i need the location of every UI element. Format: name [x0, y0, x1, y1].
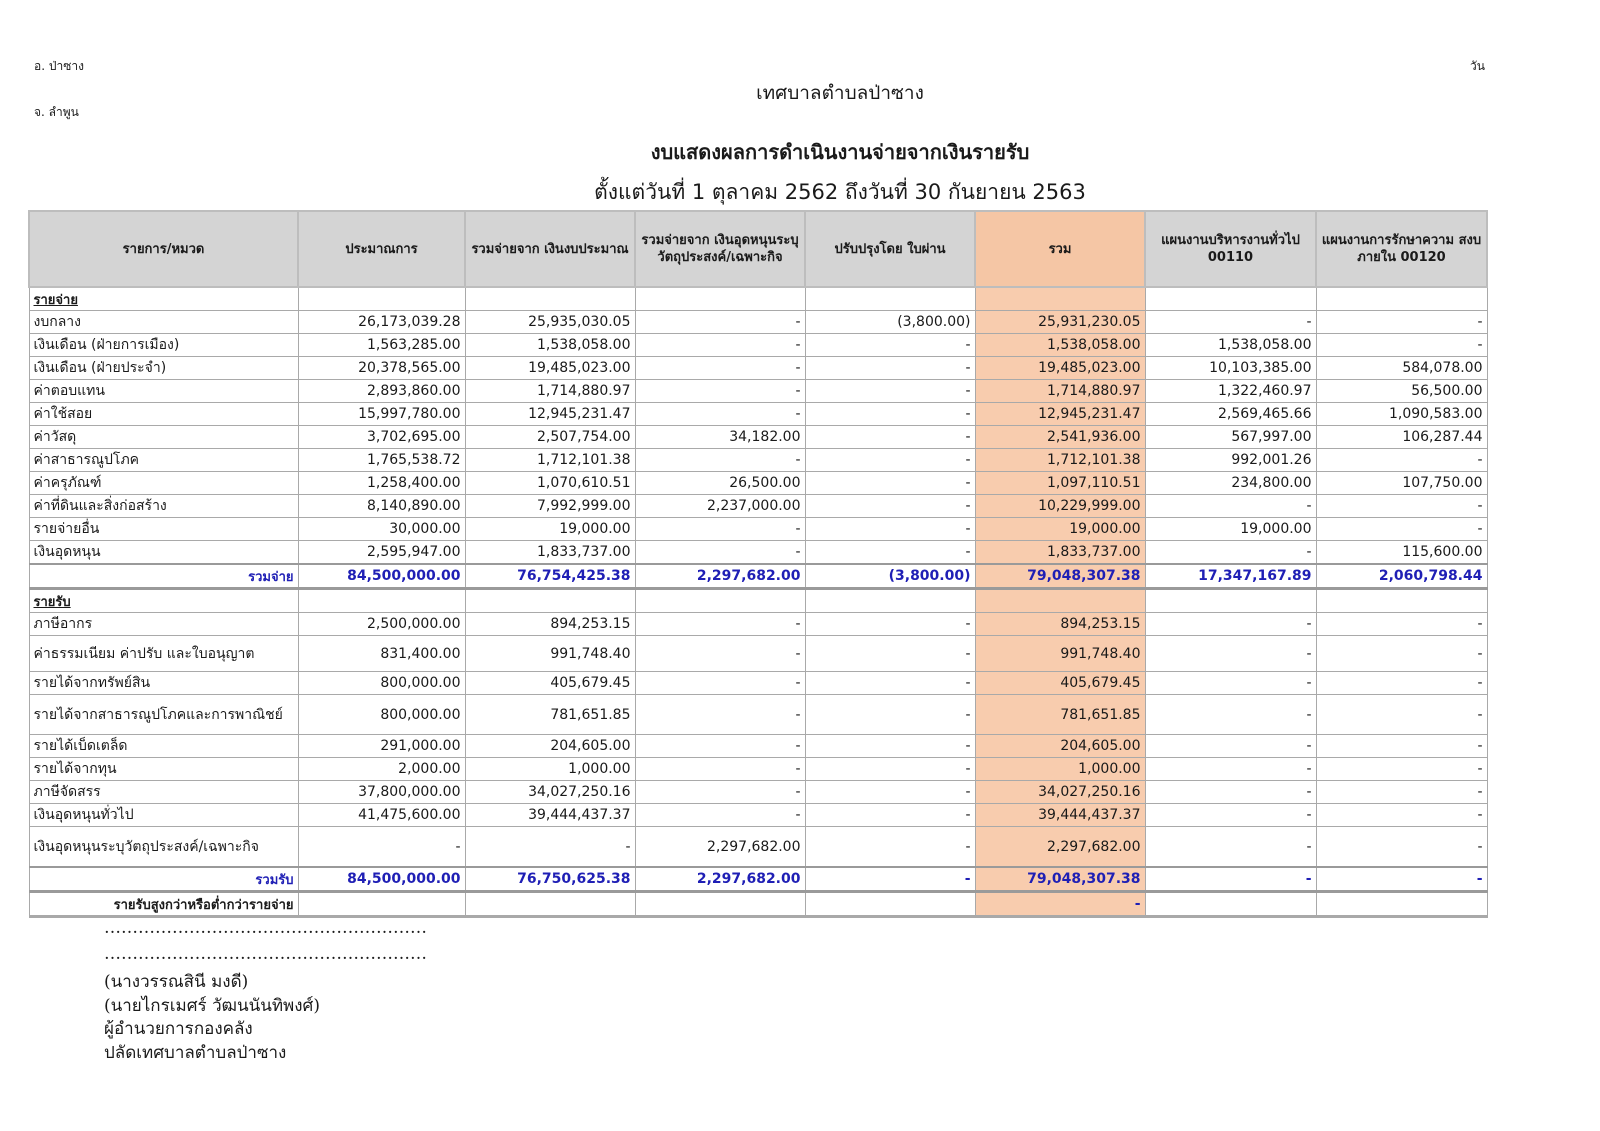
signature-line-1: …………………………………………………: [104, 918, 427, 938]
col-header-adjustment: ปรับปรุงโดย ใบผ่าน: [805, 211, 975, 287]
cell-c4: -: [805, 781, 975, 804]
cell-c3: 26,500.00: [635, 472, 805, 495]
row-label: ภาษีอากร: [29, 613, 298, 636]
cell-c6: -: [1145, 827, 1316, 868]
cell-c1: 291,000.00: [298, 735, 465, 758]
table-row: [29, 541, 1487, 565]
cell-c6: 992,001.26: [1145, 449, 1316, 472]
table-row: [29, 311, 1487, 334]
cell-c7: -: [1316, 613, 1487, 636]
cell-c6: 1,538,058.00: [1145, 334, 1316, 357]
cell-c7: -: [1316, 735, 1487, 758]
cell-c5: 12,945,231.47: [975, 403, 1145, 426]
section-row-expense: [29, 287, 1487, 311]
cell-c5: 405,679.45: [975, 672, 1145, 695]
total-row: [29, 564, 1487, 589]
cell-c2: 76,754,425.38: [465, 564, 635, 589]
cell-c7: -: [1316, 311, 1487, 334]
cell-c2: 25,935,030.05: [465, 311, 635, 334]
cell-c2: 1,538,058.00: [465, 334, 635, 357]
cell-c7: -: [1316, 518, 1487, 541]
col-header-internal-security: แผนงานการรักษาความ สงบภายใน 00120: [1316, 211, 1487, 287]
cell-c2: 7,992,999.00: [465, 495, 635, 518]
cell-c2: 991,748.40: [465, 636, 635, 672]
cell-c1: 1,563,285.00: [298, 334, 465, 357]
cell-c6: -: [1145, 672, 1316, 695]
cell-c2: 1,712,101.38: [465, 449, 635, 472]
cell-c7: -: [1316, 781, 1487, 804]
row-label: รายได้จากสาธารณูปโภคและการพาณิชย์: [29, 695, 298, 735]
cell-c3: -: [635, 781, 805, 804]
cell-c5: 79,048,307.38: [975, 564, 1145, 589]
cell-c5: 991,748.40: [975, 636, 1145, 672]
signer-name-1: (นางวรรณสินี มงดี): [104, 972, 249, 992]
row-label: งบกลาง: [29, 311, 298, 334]
row-label: ภาษีจัดสรร: [29, 781, 298, 804]
table-row: [29, 357, 1487, 380]
cell-c5: 2,297,682.00: [975, 827, 1145, 868]
cell-c2: 2,507,754.00: [465, 426, 635, 449]
table-row: [29, 518, 1487, 541]
cell-c5: 79,048,307.38: [975, 867, 1145, 892]
cell-c5: 25,931,230.05: [975, 311, 1145, 334]
table-row: [29, 449, 1487, 472]
cell-c3: -: [635, 735, 805, 758]
cell-c2: -: [465, 827, 635, 868]
cell-c2: 1,833,737.00: [465, 541, 635, 565]
cell-c2: 1,000.00: [465, 758, 635, 781]
cell-c3: -: [635, 695, 805, 735]
cell-c2: 19,000.00: [465, 518, 635, 541]
table-row: [29, 735, 1487, 758]
cell-c3: 2,237,000.00: [635, 495, 805, 518]
table-row: [29, 758, 1487, 781]
cell-c6: -: [1145, 495, 1316, 518]
cell-c5: 1,097,110.51: [975, 472, 1145, 495]
cell-c5: 894,253.15: [975, 613, 1145, 636]
total-label: รวมรับ: [29, 867, 298, 892]
cell-c5: 19,000.00: [975, 518, 1145, 541]
cell-c3: -: [635, 613, 805, 636]
cell-c4: -: [805, 735, 975, 758]
total-label: รวมจ่าย: [29, 564, 298, 589]
col-header-estimate: ประมาณการ: [298, 211, 465, 287]
cell-c4: -: [805, 495, 975, 518]
report-title: งบแสดงผลการดำเนินงานจ่ายจากเงินรายรับ: [650, 140, 1030, 164]
cell-c4: -: [805, 541, 975, 565]
cell-c1: 26,173,039.28: [298, 311, 465, 334]
cell-c1: 2,893,860.00: [298, 380, 465, 403]
cell-c7: -: [1316, 449, 1487, 472]
table-row: [29, 804, 1487, 827]
cell-c1: 1,765,538.72: [298, 449, 465, 472]
cell-c1: 84,500,000.00: [298, 867, 465, 892]
table-row: [29, 827, 1487, 868]
cell-c2: 34,027,250.16: [465, 781, 635, 804]
report-table: [28, 210, 1488, 918]
cell-c4: -: [805, 636, 975, 672]
province-label: จ. ลำพูน: [34, 105, 79, 119]
cell-c7: -: [1316, 758, 1487, 781]
signer-title-1: ผู้อำนวยการกองคลัง: [104, 1019, 253, 1039]
cell-c6: 2,569,465.66: [1145, 403, 1316, 426]
cell-c7: -: [1316, 334, 1487, 357]
cell-c1: 8,140,890.00: [298, 495, 465, 518]
col-header-general-admin: แผนงานบริหารงานทั่วไป 00110: [1145, 211, 1316, 287]
cell-c4: -: [805, 357, 975, 380]
row-label: รายได้เบ็ดเตล็ด: [29, 735, 298, 758]
cell-c6: -: [1145, 758, 1316, 781]
row-label: เงินเดือน (ฝ่ายประจำ): [29, 357, 298, 380]
cell-c5: 1,538,058.00: [975, 334, 1145, 357]
cell-c5: 10,229,999.00: [975, 495, 1145, 518]
cell-c2: 405,679.45: [465, 672, 635, 695]
cell-c4: -: [805, 472, 975, 495]
cell-c3: -: [635, 804, 805, 827]
col-header-item: รายการ/หมวด: [29, 211, 298, 287]
cell-c1: 1,258,400.00: [298, 472, 465, 495]
cell-c7: 107,750.00: [1316, 472, 1487, 495]
row-label: ค่าที่ดินและสิ่งก่อสร้าง: [29, 495, 298, 518]
row-label: ค่าธรรมเนียม ค่าปรับ และใบอนุญาต: [29, 636, 298, 672]
cell-c3: -: [635, 357, 805, 380]
cell-c2: 781,651.85: [465, 695, 635, 735]
cell-c1: 800,000.00: [298, 695, 465, 735]
row-label: เงินอุดหนุน: [29, 541, 298, 565]
table-header-row: [29, 211, 1487, 287]
cell-c1: 30,000.00: [298, 518, 465, 541]
cell-c7: 56,500.00: [1316, 380, 1487, 403]
cell-c6: 567,997.00: [1145, 426, 1316, 449]
cell-c6: -: [1145, 636, 1316, 672]
table-row: [29, 672, 1487, 695]
row-label: ค่าสาธารณูปโภค: [29, 449, 298, 472]
cell-c4: -: [805, 403, 975, 426]
cell-c5: 19,485,023.00: [975, 357, 1145, 380]
row-label: ค่าตอบแทน: [29, 380, 298, 403]
col-header-total: รวม: [975, 211, 1145, 287]
table-row: [29, 334, 1487, 357]
cell-c4: -: [805, 613, 975, 636]
cell-c6: -: [1145, 311, 1316, 334]
table-row: [29, 636, 1487, 672]
cell-c6: -: [1145, 541, 1316, 565]
cell-c3: -: [635, 518, 805, 541]
cell-c6: 19,000.00: [1145, 518, 1316, 541]
col-header-budget-spent: รวมจ่ายจาก เงินงบประมาณ: [465, 211, 635, 287]
row-label: รายได้จากทุน: [29, 758, 298, 781]
cell-c6: -: [1145, 695, 1316, 735]
cell-c3: 2,297,682.00: [635, 564, 805, 589]
org-name: เทศบาลตำบลป่าซาง: [756, 82, 924, 104]
cell-c4: -: [805, 334, 975, 357]
row-label: รายได้จากทรัพย์สิน: [29, 672, 298, 695]
cell-c6: -: [1145, 735, 1316, 758]
cell-c5: 781,651.85: [975, 695, 1145, 735]
cell-c7: 584,078.00: [1316, 357, 1487, 380]
cell-c1: 41,475,600.00: [298, 804, 465, 827]
cell-c7: -: [1316, 804, 1487, 827]
row-label: รายจ่ายอื่น: [29, 518, 298, 541]
cell-c4: -: [805, 827, 975, 868]
cell-c4: -: [805, 695, 975, 735]
cell-c1: 15,997,780.00: [298, 403, 465, 426]
cell-c5: 1,712,101.38: [975, 449, 1145, 472]
cell-c1: 2,000.00: [298, 758, 465, 781]
cell-c4: -: [805, 449, 975, 472]
row-label: ค่าครุภัณฑ์: [29, 472, 298, 495]
cell-c1: -: [298, 827, 465, 868]
cell-c2: 1,714,880.97: [465, 380, 635, 403]
cell-c2: 1,070,610.51: [465, 472, 635, 495]
cell-c2: 894,253.15: [465, 613, 635, 636]
table-row: [29, 380, 1487, 403]
signer-title-2: ปลัดเทศบาลตำบลป่าซาง: [104, 1043, 287, 1063]
section-label: รายรับ: [29, 589, 298, 613]
table-row: [29, 781, 1487, 804]
table-row: [29, 472, 1487, 495]
cell-c3: 2,297,682.00: [635, 827, 805, 868]
cell-c2: 76,750,625.38: [465, 867, 635, 892]
table-row: [29, 426, 1487, 449]
cell-c4: -: [805, 672, 975, 695]
cell-c7: 106,287.44: [1316, 426, 1487, 449]
difference-label: รายรับสูงกว่าหรือต่ำกว่ารายจ่าย: [29, 892, 298, 917]
cell-c7: -: [1316, 867, 1487, 892]
cell-c3: -: [635, 758, 805, 781]
cell-c6: 234,800.00: [1145, 472, 1316, 495]
table-row: [29, 403, 1487, 426]
cell-c6: 17,347,167.89: [1145, 564, 1316, 589]
difference-row: [29, 892, 1487, 917]
district-label: อ. ป่าซาง: [34, 59, 84, 73]
cell-c7: -: [1316, 695, 1487, 735]
cell-c2: 12,945,231.47: [465, 403, 635, 426]
cell-c2: 39,444,437.37: [465, 804, 635, 827]
cell-c4: (3,800.00): [805, 564, 975, 589]
cell-c3: -: [635, 380, 805, 403]
cell-c1: 20,378,565.00: [298, 357, 465, 380]
cell-c4: -: [805, 758, 975, 781]
cell-c6: -: [1145, 781, 1316, 804]
cell-c2: 204,605.00: [465, 735, 635, 758]
cell-c1: 2,595,947.00: [298, 541, 465, 565]
report-period: ตั้งแต่วันที่ 1 ตุลาคม 2562 ถึงวันที่ 30 กันยายน 2563: [594, 180, 1086, 204]
cell-c5: 1,000.00: [975, 758, 1145, 781]
cell-c3: -: [635, 334, 805, 357]
cell-c3: -: [635, 541, 805, 565]
signer-name-2: (นายไกรเมศร์ วัฒนนันทิพงศ์): [104, 996, 320, 1016]
cell-c3: -: [635, 403, 805, 426]
row-label: ค่าใช้สอย: [29, 403, 298, 426]
cell-c4: -: [805, 867, 975, 892]
day-label: วัน: [1470, 59, 1485, 73]
cell-c3: -: [635, 449, 805, 472]
table-row: [29, 613, 1487, 636]
cell-c1: 2,500,000.00: [298, 613, 465, 636]
cell-c6: -: [1145, 613, 1316, 636]
cell-c7: 115,600.00: [1316, 541, 1487, 565]
cell-c4: -: [805, 380, 975, 403]
cell-c2: 19,485,023.00: [465, 357, 635, 380]
cell-c5: 39,444,437.37: [975, 804, 1145, 827]
cell-c4: -: [805, 518, 975, 541]
table-row: [29, 495, 1487, 518]
section-label: รายจ่าย: [29, 287, 298, 311]
cell-c7: 2,060,798.44: [1316, 564, 1487, 589]
signature-line-2: …………………………………………………: [104, 944, 427, 964]
cell-c1: 800,000.00: [298, 672, 465, 695]
row-label: เงินเดือน (ฝ่ายการเมือง): [29, 334, 298, 357]
cell-c3: 34,182.00: [635, 426, 805, 449]
row-label: เงินอุดหนุนระบุวัตถุประสงค์/เฉพาะกิจ: [29, 827, 298, 868]
cell-c1: 831,400.00: [298, 636, 465, 672]
cell-c5: 204,605.00: [975, 735, 1145, 758]
cell-c3: -: [635, 311, 805, 334]
cell-c3: -: [635, 636, 805, 672]
cell-c7: -: [1316, 827, 1487, 868]
cell-c7: 1,090,583.00: [1316, 403, 1487, 426]
cell-c3: -: [635, 672, 805, 695]
cell-c5: 1,833,737.00: [975, 541, 1145, 565]
section-row-revenue: [29, 589, 1487, 613]
cell-c6: 1,322,460.97: [1145, 380, 1316, 403]
table-row: [29, 695, 1487, 735]
cell-c1: 3,702,695.00: [298, 426, 465, 449]
cell-c3: 2,297,682.00: [635, 867, 805, 892]
row-label: ค่าวัสดุ: [29, 426, 298, 449]
cell-c6: -: [1145, 804, 1316, 827]
cell-c5: 34,027,250.16: [975, 781, 1145, 804]
cell-c4: -: [805, 426, 975, 449]
total-row: [29, 867, 1487, 892]
row-label: เงินอุดหนุนทั่วไป: [29, 804, 298, 827]
cell-c5: 2,541,936.00: [975, 426, 1145, 449]
col-header-specific-grant-spent: รวมจ่ายจาก เงินอุดหนุนระบุ วัตถุประสงค์/เฉพาะกิจ: [635, 211, 805, 287]
cell-c7: -: [1316, 672, 1487, 695]
cell-c1: 37,800,000.00: [298, 781, 465, 804]
cell-c4: (3,800.00): [805, 311, 975, 334]
cell-c4: -: [805, 804, 975, 827]
difference-value: -: [975, 892, 1145, 917]
cell-c6: 10,103,385.00: [1145, 357, 1316, 380]
cell-c6: -: [1145, 867, 1316, 892]
cell-c1: 84,500,000.00: [298, 564, 465, 589]
cell-c5: 1,714,880.97: [975, 380, 1145, 403]
cell-c7: -: [1316, 495, 1487, 518]
cell-c7: -: [1316, 636, 1487, 672]
